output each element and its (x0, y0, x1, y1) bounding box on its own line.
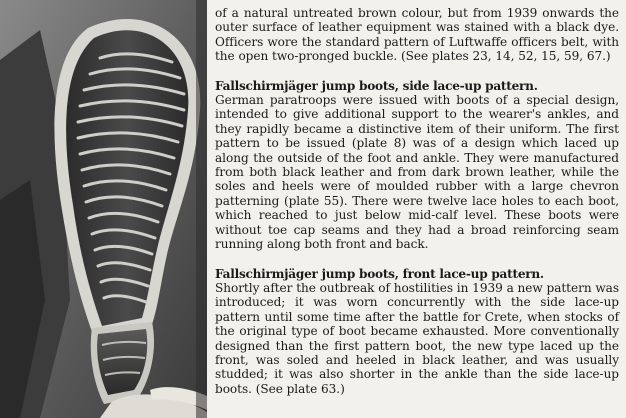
section-heading-front-lace: Fallschirmjäger jump boots, front lace-up pattern. (215, 266, 544, 281)
article-text-column (215, 6, 619, 396)
boot-sole-image (0, 0, 207, 418)
paragraph-gap (215, 252, 619, 267)
section-body-side-lace: German paratroops were issued with boots of a special design, intended to give additional support to the wearer's ankles, and they rapidly became a distinctive item of their uniform. The first pattern to be issued (plate 8) was of a design which laced up along the outside of the foot and ankle. They were manufactured from both black leather and from dark brown leather, while the soles and heels were of moulded rubber with a large chevron patterning (plate 55). There were twelve lace holes to each boot, which reached to just below mid-calf level. These boots were without toe cap seams and they had a broad reinforcing seam running along both front and back. (215, 93, 619, 252)
intro-paragraph: of a natural untreated brown colour, but from 1939 onwards the outer surface of leather equipment was stained with a black dye. Officers wore the standard pattern of Luftwaffe officers belt, with the open two-pronged buckle. (See plates 23, 14, 52, 15, 59, 67.) (215, 6, 619, 64)
boot-sole-photograph (0, 0, 207, 418)
paragraph-gap (215, 64, 619, 79)
section-heading-side-lace: Fallschirmjäger jump boots, side lace-up pattern. (215, 78, 538, 93)
section-body-front-lace: Shortly after the outbreak of hostilities in 1939 a new pattern was introduced; it was worn concurrently with the side lace-up pattern until some time after the battle for Crete, when stocks of the original type of boot became exhausted. More conventionally designed than the first pattern boot, the new type laced up the front, was soled and heeled in black leather, and was usually studded; it was also shorter in the ankle than the side lace-up boots. (See plate 63.) (215, 280, 619, 396)
